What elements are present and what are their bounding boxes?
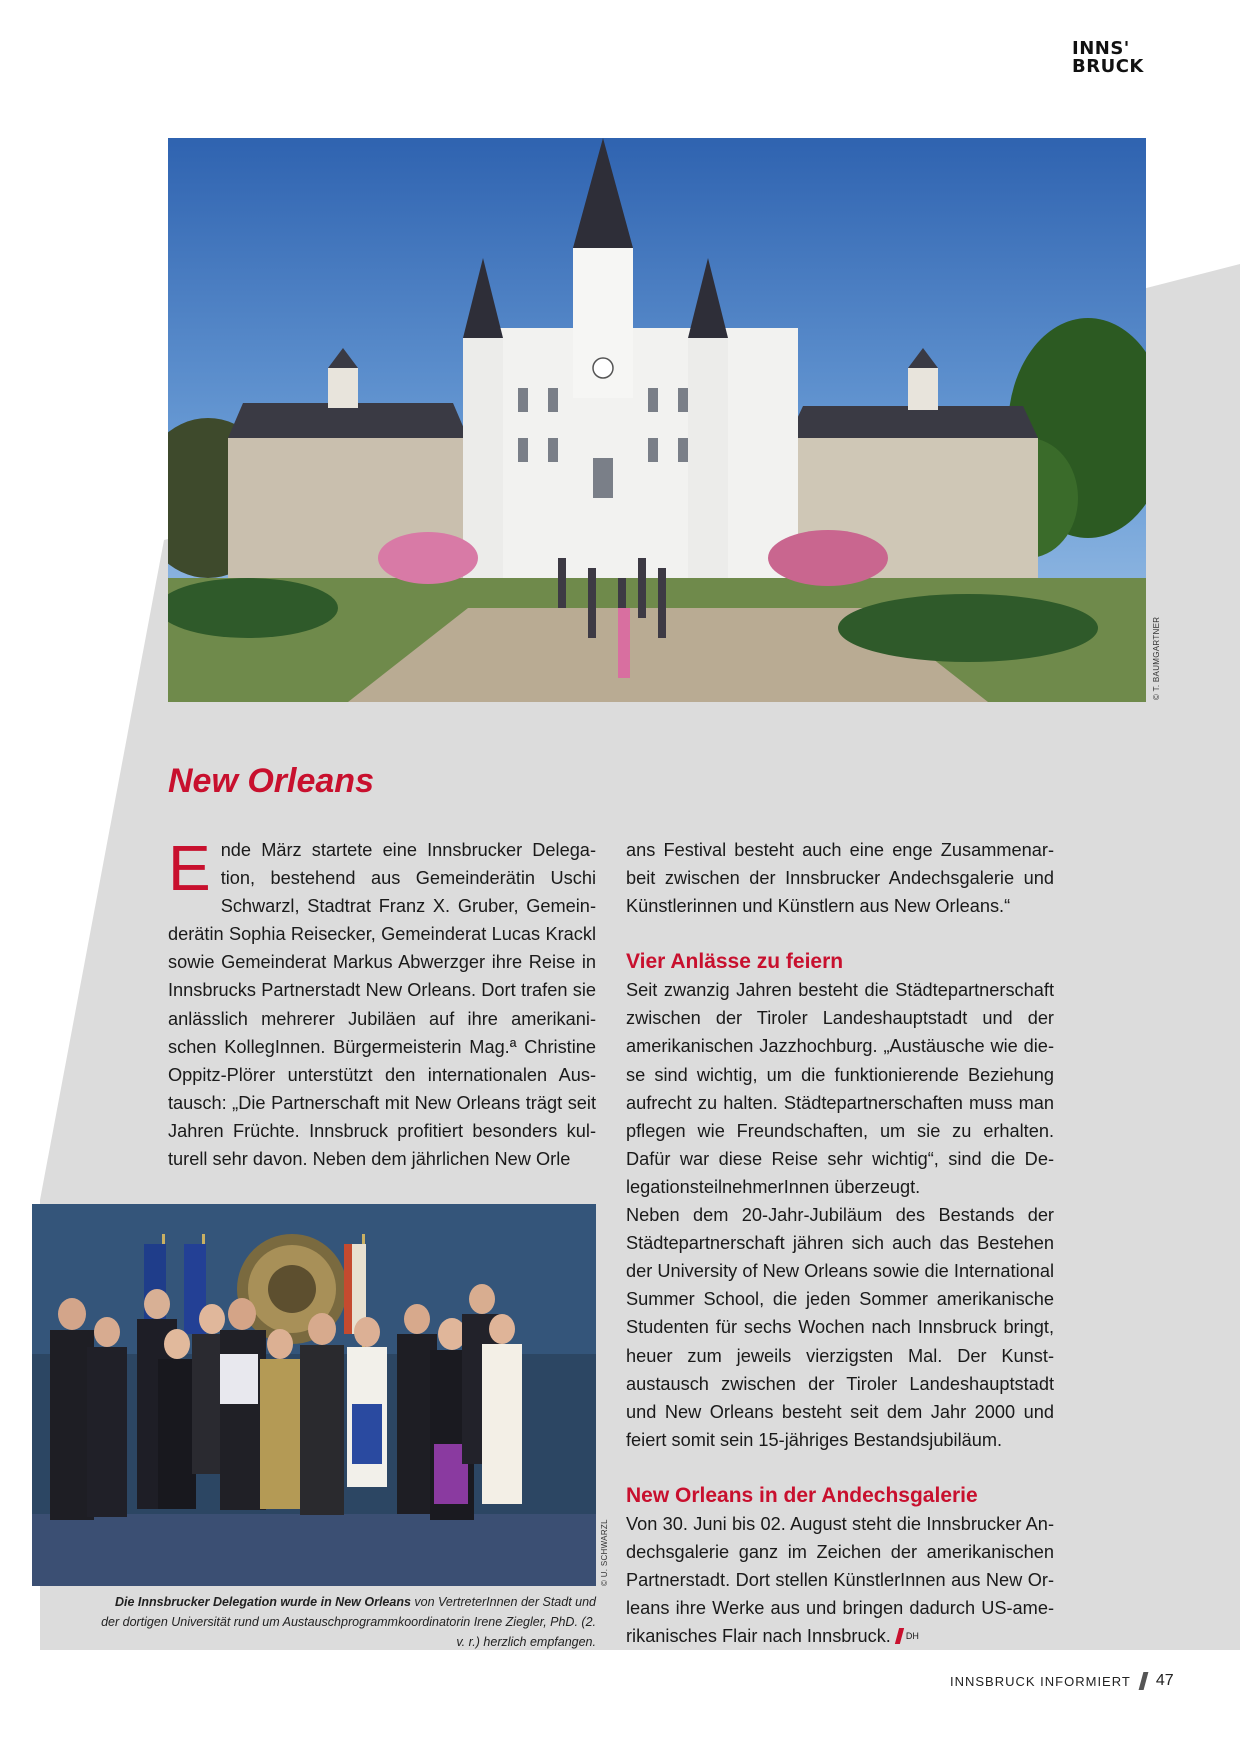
caption-text: von VertreterInnen der Stadt und der dortigen Universität rund um Austauschprogrammkoordinatorin Irene Ziegler, PhD. (2. v. r.) herzlich empfangen. <box>101 1595 596 1649</box>
top-photo-credit: © T. BAUMGARTNER <box>1152 616 1161 700</box>
drop-cap: E <box>168 832 211 904</box>
col2-intro: ans Festival besteht auch eine enge Zusammenarbeit zwischen der Innsbrucker Andechsgalerie und Künstlerinnen und Künstlern aus New Orleans.“ <box>626 840 1054 917</box>
article-column-1 <box>168 832 596 1173</box>
innsbruck-logo: INNS' BRUCK <box>1072 38 1144 77</box>
publication-name: INNSBRUCK INFORMIERT <box>950 1673 1131 1689</box>
page-footer <box>950 1672 1174 1690</box>
footer-divider <box>1138 1672 1148 1690</box>
bottom-photo-credit: © U. SCHWARZL <box>600 1519 609 1586</box>
section-heading-anlaesse: Vier Anlässe zu feiern <box>626 950 844 974</box>
lead-text: nde März startete eine Innsbrucker Delegation, bestehend aus Gemeinderätin Uschi Schwarzl, Stadtrat Franz X. Gruber, Gemeinderätin Sophia Reisecker, Gemeinderat Lucas Krackl sowie Gemeinderat Markus Abwerzger ihre Reise in Innsbrucks Partnerstadt New Orleans. Dort trafen sie anlässlich mehrerer Jubiläen auf ihre amerikanischen KollegInnen. Bürgermeisterin Mag.ª Christine Oppitz-Plörer unterstützt den internationalen Austausch: „Die Partnerschaft mit New Orleans trägt seit Jahren Früchte. Innsbruck profitiert besonders kulturell sehr davon. Neben dem jährlichen New Orle <box>168 840 596 1170</box>
section-heading-andechsgalerie: New Orleans in der Andechsgalerie <box>626 1483 978 1507</box>
page-number: 47 <box>1155 1672 1174 1689</box>
paragraph-partnership: Seit zwanzig Jahren besteht die Städtepartnerschaft zwischen der Tiroler Landeshauptstadt und der amerikanischen Jazzhochburg. „Austäusche wie diese sind wichtig, um die funktionierende Beziehung aufrecht zu halten. Städtepartnerschaften muss man pflegen wie Freundschaften, um sie zu erhalten. Dafür war diese Reise sehr wichtig“, sind die DelegationsteilnehmerInnen überzeugt. <box>626 980 1054 1197</box>
caption-bold: Die Innsbrucker Delegation wurde in New Orleans <box>115 1595 411 1609</box>
andechsgalerie-text: Von 30. Juni bis 02. August steht die Innsbrucker Andechsgalerie ganz im Zeichen der amerikanischen Partnerstadt. Dort stellen KünstlerInnen aus New Orleans ihre Werke aus und bringen dadurch US-amerikanisches Flair nach Innsbruck. <box>626 1513 1054 1647</box>
paragraph-jubilee: Neben dem 20-Jahr-Jubiläum des Bestands der Städtepartnerschaft jähren sich auch das Bestehen der University of New Orleans sowie die International Summer School, die jeden Sommer amerikanische Studenten für sechs Wochen nach Innsbruck bringt, heuer zum jeweils vierzigsten Mal. Der Kunstaustausch zwischen der Tiroler Landeshauptstadt und New Orleans besteht seit dem Jahr 2000 und feiert somit sein 15-jähriges Bestandsjubiläum. <box>626 1205 1054 1450</box>
lead-paragraph <box>168 832 596 1173</box>
photo-caption <box>100 1592 596 1652</box>
author-signature: DH <box>905 1631 919 1642</box>
paragraph-andechsgalerie <box>626 1510 1054 1650</box>
end-mark <box>895 1628 904 1644</box>
article-column-2 <box>626 836 1054 1650</box>
delegation-photo <box>32 1204 596 1586</box>
cathedral-photo <box>168 138 1146 702</box>
article-headline: New Orleans <box>168 762 374 800</box>
